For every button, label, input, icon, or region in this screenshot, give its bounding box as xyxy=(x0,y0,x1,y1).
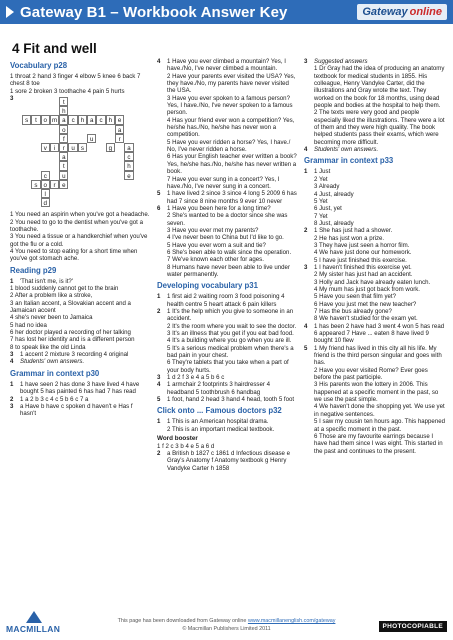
crossword-cell: r xyxy=(59,143,68,152)
crossword-cell xyxy=(31,134,40,143)
crossword-cell xyxy=(41,134,50,143)
crossword-cell xyxy=(134,115,143,124)
crossword-cell: o xyxy=(41,115,50,124)
crossword-cell xyxy=(50,134,59,143)
crossword-grid xyxy=(22,97,143,207)
answer-text: 'That isn't me, is it?' xyxy=(20,277,73,285)
footer-link[interactable]: www.macmillanenglish.com/gateway xyxy=(247,618,336,624)
photocopiable-badge: PHOTOCOPIABLE xyxy=(379,621,447,632)
crossword-cell xyxy=(96,143,105,152)
crossword-cell xyxy=(41,161,50,170)
list-item: 3 Have you ever spoken to a famous person? Yes, I have./No, I've never spoken to a famous person. xyxy=(167,94,293,117)
crossword-cell xyxy=(134,134,143,143)
crossword-cell: c xyxy=(68,115,77,124)
crossword-cell: a xyxy=(59,152,68,161)
crossword-cell xyxy=(78,171,87,180)
list-item: 2 You need to go to the dentist when you've got a toothache. xyxy=(10,218,143,233)
crossword-cell xyxy=(134,152,143,161)
list-item: 7 Has the bus already gone? xyxy=(314,308,392,315)
answer-list xyxy=(167,308,297,374)
crossword-cell xyxy=(68,161,77,170)
list-item: 8 Humans have never been able to live under water permanently. xyxy=(167,263,290,278)
list-item: 6 She's been able to walk since the operation. xyxy=(167,248,292,256)
list-item: 3 an Italian accent, a Slovakian accent and a Jamaican accent xyxy=(10,299,131,315)
crossword-cell xyxy=(50,161,59,170)
crossword-cell xyxy=(106,125,115,134)
list-item: 1 This is an American hospital drama. xyxy=(167,418,269,426)
crossword-cell: e xyxy=(124,171,133,180)
answer-text: 1 armchair 2 footprints 3 hairdresser 4 headband 5 toothbrush 6 handbag xyxy=(167,381,270,396)
crossword-cell: i xyxy=(50,143,59,152)
list-item: 3 His parents won the lottery in 2006. This happened at a specific moment in the past, so we use the past simple. xyxy=(314,381,439,404)
list-item: 3 Already xyxy=(314,183,340,191)
answer-text: 1 have seen 2 has done 3 have lived 4 have bought 5 has painted 6 has had 7 has read xyxy=(20,380,140,396)
crossword-cell xyxy=(115,143,124,152)
crossword-cell xyxy=(31,152,40,161)
crossword-cell xyxy=(134,143,143,152)
crossword-cell xyxy=(68,189,77,198)
list-item: 3 You need a tissue or a handkerchief when you've got the flu or a cold. xyxy=(10,233,148,248)
crossword-cell xyxy=(115,152,124,161)
list-item: 2 This is an important medical textbook. xyxy=(167,425,275,433)
logo-sub: online xyxy=(409,6,442,18)
list-item: 5 Have you ever ridden a horse? Yes, I have./ No, I've never ridden a horse. xyxy=(167,138,291,154)
crossword-cell xyxy=(87,171,96,180)
list-item: 8 to speak like the old Linda xyxy=(10,343,86,351)
crossword-cell xyxy=(134,97,143,106)
crossword-cell xyxy=(59,189,68,198)
list-item: 7 Yet xyxy=(314,212,328,220)
crossword-cell xyxy=(31,125,40,134)
crossword-cell xyxy=(87,198,96,207)
header-title: Gateway B1 – Workbook Answer Key xyxy=(20,3,288,21)
list-item: 4 It's a building where you go when you are ill. xyxy=(167,337,292,345)
answer-text: Suggested answers xyxy=(314,58,368,65)
crossword-cell xyxy=(96,125,105,134)
section-heading: Click onto ... Famous doctors p32 xyxy=(157,406,282,416)
answer-text: Students' own answers. xyxy=(20,358,85,366)
crossword-cell: a xyxy=(115,125,124,134)
answer-text: a Have b have c spoken d haven't e Has f hasn't xyxy=(20,402,133,418)
crossword-cell xyxy=(134,161,143,170)
crossword-cell: f xyxy=(59,134,68,143)
column-3 xyxy=(304,58,446,455)
list-item: 1 I haven't finished this exercise yet. xyxy=(314,263,412,271)
crossword-cell xyxy=(68,198,77,207)
crossword-cell: e xyxy=(115,115,124,124)
crossword-cell: c xyxy=(124,152,133,161)
crossword-cell xyxy=(31,97,40,106)
footer-line: This page has been downloaded from Gateway online xyxy=(117,618,247,624)
crossword-cell: h xyxy=(106,115,115,124)
list-item: 3 Have you ever met my parents? xyxy=(167,226,259,234)
list-item: 5 Have you ever worn a suit and tie? xyxy=(167,241,266,249)
crossword-cell: r xyxy=(115,134,124,143)
crossword-cell xyxy=(124,134,133,143)
crossword-cell xyxy=(115,198,124,207)
crossword-cell xyxy=(106,171,115,180)
crossword-cell xyxy=(96,198,105,207)
crossword-cell xyxy=(50,106,59,115)
list-item: 4 Just, already xyxy=(314,190,354,198)
answer-list xyxy=(314,65,446,146)
crossword-cell xyxy=(22,125,31,134)
crossword-cell xyxy=(87,97,96,106)
answer-line: 1 1 first aid 2 waiting room 3 food poisoning 4 health centre 5 heart attack 6 pain killers xyxy=(157,293,297,308)
crossword-cell xyxy=(124,115,133,124)
crossword-cell xyxy=(68,152,77,161)
crossword-cell xyxy=(68,125,77,134)
crossword-cell: t xyxy=(59,161,68,170)
answer-text: 1 a 2 b 3 c 4 c 5 b 6 c 7 a xyxy=(20,395,89,403)
answer-text: a British b 1827 c 1861 d Infectious disease e Gray's Anatomy f Anatomy textbook g Henry Vandyke Carter h 1858 xyxy=(167,449,290,472)
word-booster-heading: Word booster xyxy=(157,435,198,443)
list-item: 3 They have just seen a horror film. xyxy=(314,241,410,249)
crossword-cell xyxy=(22,134,31,143)
crossword-cell xyxy=(134,189,143,198)
answer-list xyxy=(314,345,446,455)
crossword-cell xyxy=(22,171,31,180)
list-item: 5 I saw my cousin ten hours ago. This happened at a specific moment in the past. xyxy=(314,418,445,433)
list-item: 4 I've never been to China but I'd like to go. xyxy=(167,234,284,242)
crossword-cell xyxy=(87,180,96,189)
crossword-cell xyxy=(115,189,124,198)
list-item: 4 she's never been to Jamaica xyxy=(10,314,93,322)
publisher-name: MACMILLAN xyxy=(6,624,61,634)
crossword-cell xyxy=(96,106,105,115)
crossword-cell: o xyxy=(59,125,68,134)
list-item: 6 Has your English teacher ever written a book? Yes, he/she has./No, he/she has never written a book. xyxy=(167,153,297,176)
answer-list xyxy=(314,227,446,264)
answer-list xyxy=(10,211,150,262)
crossword-cell xyxy=(50,171,59,180)
crossword-cell xyxy=(96,189,105,198)
crossword-cell xyxy=(68,134,77,143)
list-item: 1 Just xyxy=(314,168,331,176)
crossword-cell: h xyxy=(59,106,68,115)
answer-line: 4 1 Have you ever climbed a mountain? Yes, I have./No, I've never climbed a mountain. 2 Have your parents ever visited the USA? Yes, they have./No, my parents have never visited the USA. 3 Have you ever spoken to a famous person? Yes, I have./No, I've never spoken to a famous person. 4 Has your friend ever won a competition? Yes, he/she has./No, he/she has never won a competition. 5 Have you ever ridden a horse? Yes, I have./ No, I've never ridden a horse. 6 Has your English teacher ever written a book? Yes, he/she has./No, he/she has never written a book. 7 Have you ever sung in a concert? Yes, I have./No, I've never sung in a concert. xyxy=(157,58,297,190)
column-2 xyxy=(157,58,297,472)
list-item: 5 Yet xyxy=(314,197,328,205)
list-item: 1 It's the help which you give to someone in an accident. xyxy=(167,308,294,323)
crossword-cell xyxy=(115,106,124,115)
crossword-cell: c xyxy=(96,115,105,124)
crossword-cell xyxy=(59,198,68,207)
crossword-cell: s xyxy=(78,143,87,152)
answer-line: 2 1 She has just had a shower. 2 He has just won a prize. 3 They have just seen a horror film. 4 We have just done our homework. 5 I have just finished this exercise. xyxy=(304,227,446,264)
list-item: 2 Yet xyxy=(314,175,328,183)
crossword-cell xyxy=(124,97,133,106)
arrow-icon xyxy=(6,6,14,18)
crossword-cell: u xyxy=(59,171,68,180)
section-heading: Reading p29 xyxy=(10,265,57,275)
crossword-cell xyxy=(68,97,77,106)
list-item: 1 Dr Gray had the idea of producing an anatomy textbook for medical students in 1855. His colleague, Henry Vandyke Carter, did the illustrations and Gray wrote the text. They worked on the book for 18 months, using dead people and bodies at the hospital to help them. xyxy=(314,65,445,110)
crossword-cell xyxy=(78,106,87,115)
crossword-cell: h xyxy=(124,161,133,170)
crossword-cell xyxy=(22,198,31,207)
list-item: 1 Have you been here for a long time? xyxy=(167,204,271,212)
list-item: 2 Have you ever visited Rome? Ever goes before the past participle. xyxy=(314,366,428,382)
list-item: 2 She's wanted to be a doctor since she was seven. xyxy=(167,212,288,227)
crossword-cell: s xyxy=(22,115,31,124)
crossword-cell xyxy=(50,189,59,198)
crossword-cell xyxy=(134,125,143,134)
list-item: 2 My sister has just had an accident. xyxy=(314,271,413,279)
crossword-cell xyxy=(96,180,105,189)
crossword-cell: u xyxy=(87,134,96,143)
answer-line: 3 1 d 2 f 3 e 4 a 5 b 6 c xyxy=(157,374,297,381)
list-item: 2 Have your parents ever visited the USA? Yes, they have./No, my parents have never visited the USA. xyxy=(167,72,296,95)
crossword-cell xyxy=(115,97,124,106)
crossword-cell xyxy=(96,171,105,180)
list-item: 6 Those are my favourite earrings because I have had them since I was eight. This started in the past and continues to the present. xyxy=(314,432,443,455)
answer-text: Students' own answers. xyxy=(314,146,379,154)
list-item: 1 She has just had a shower. xyxy=(314,227,393,235)
crossword-cell xyxy=(124,189,133,198)
answer-line: 1 1 This is an American hospital drama. 2 This is an important medical textbook. xyxy=(157,418,297,433)
list-item: 4 Has your friend ever won a competition? Yes, he/she has./No, he/she has never won a competition. xyxy=(167,116,295,139)
list-item: 5 Have you seen that film yet? xyxy=(314,293,396,301)
crossword-cell xyxy=(78,189,87,198)
crossword-cell xyxy=(115,171,124,180)
crossword-cell xyxy=(106,198,115,207)
list-item: 6 Have you just met the new teacher? xyxy=(314,300,417,308)
crossword-cell xyxy=(31,198,40,207)
crossword-cell xyxy=(22,161,31,170)
answer-text: 1 first aid 2 waiting room 3 food poisoning 4 health centre 5 heart attack 6 pain killers xyxy=(167,293,285,308)
exercise-number: 3 xyxy=(10,95,14,103)
crossword-cell: u xyxy=(68,143,77,152)
crossword-cell xyxy=(124,125,133,134)
crossword-cell xyxy=(68,106,77,115)
crossword-cell: t xyxy=(59,97,68,106)
list-item: 4 You need to stop eating for a short time when you've got stomach ache. xyxy=(10,248,138,263)
crossword-cell xyxy=(78,198,87,207)
crossword-cell xyxy=(106,152,115,161)
crossword-cell xyxy=(134,171,143,180)
crossword-cell xyxy=(115,161,124,170)
section-heading: Grammar in context p30 xyxy=(10,368,100,378)
crossword-cell: o xyxy=(41,180,50,189)
crossword-cell xyxy=(87,152,96,161)
list-item: 2 After a problem like a stroke, xyxy=(10,292,93,300)
crossword-cell xyxy=(106,134,115,143)
answer-list xyxy=(167,418,297,433)
list-item: 1 You need an aspirin when you've got a headache. xyxy=(10,211,150,219)
crossword-cell xyxy=(22,152,31,161)
crossword-cell xyxy=(78,134,87,143)
list-item: 6 Just, yet xyxy=(314,205,342,213)
copyright: © Macmillan Publishers Limited 2011 xyxy=(182,626,271,632)
list-item: 2 It's the room where you wait to see the doctor. xyxy=(167,322,297,330)
crossword-cell xyxy=(96,161,105,170)
answer-block: 1 sore 2 broken 3 toothache 4 pain 5 hurts xyxy=(10,87,125,95)
answer-text: 1 foot, hand 2 head 3 hand 4 head, tooth 5 foot xyxy=(167,396,295,404)
list-item: 6 her doctor played a recording of her talking xyxy=(10,329,131,337)
crossword-cell xyxy=(22,143,31,152)
crossword-cell: t xyxy=(31,115,40,124)
answer-text: 1 have lived 2 since 3 since 4 long 5 2009 6 has had 7 since 8 nine months 9 ever 10 never xyxy=(167,190,297,205)
answer-list xyxy=(10,285,150,351)
crossword-cell xyxy=(124,198,133,207)
list-item: 1 Have you ever climbed a mountain? Yes, I have./No, I've never climbed a mountain. xyxy=(167,58,286,73)
answer-line: 6 1 Have you been here for a long time? 2 She's wanted to be a doctor since she was seven. 3 Have you ever met my parents? 4 I've never been to China but I'd like to go. 5 Have you ever worn a suit and tie? 6 She's been able to walk since the operation. 7 We've known each other for ages. 8 Humans have never been able to live under water permanently. xyxy=(157,205,297,278)
crossword-cell xyxy=(31,143,40,152)
crossword-cell xyxy=(124,180,133,189)
crossword-cell: v xyxy=(41,143,50,152)
list-item: 8 Just, already xyxy=(314,219,354,227)
logo-main: Gateway xyxy=(362,6,408,18)
crossword-cell xyxy=(41,125,50,134)
answer-line: 1 1 Just 2 Yet 3 Already 4 Just, already 5 Yet 6 Just, yet 7 Yet 8 Just, already xyxy=(304,168,446,227)
crossword-cell xyxy=(22,180,31,189)
answer-list xyxy=(167,58,297,190)
crossword-cell xyxy=(41,152,50,161)
crossword-cell xyxy=(124,106,133,115)
crossword-cell: m xyxy=(50,115,59,124)
section-heading: Grammar in context p33 xyxy=(304,156,394,166)
crossword-cell xyxy=(41,97,50,106)
answer-line: 3 a Have b have c spoken d haven't e Has f hasn't xyxy=(10,403,150,418)
crossword-cell xyxy=(106,161,115,170)
answer-line: 1 1 have seen 2 has done 3 have lived 4 have bought 5 has painted 6 has had 7 has read xyxy=(10,381,150,396)
crossword-cell xyxy=(106,189,115,198)
crossword-cell xyxy=(31,189,40,198)
answer-line: 4 Students' own answers. xyxy=(304,146,446,153)
answer-line: 3 1 accent 2 mixture 3 recording 4 original xyxy=(10,351,150,358)
answer-line: 5 1 have lived 2 since 3 since 4 long 5 2009 6 has had 7 since 8 nine months 9 ever 10 never xyxy=(157,190,297,205)
section-heading: Vocabulary p28 xyxy=(10,61,68,70)
crossword-cell xyxy=(87,125,96,134)
crossword-cell xyxy=(50,198,59,207)
answer-line: 5 1 foot, hand 2 head 3 hand 4 head, tooth 5 foot xyxy=(157,396,297,403)
answer-list xyxy=(314,168,446,227)
crossword-cell xyxy=(31,171,40,180)
crossword-cell xyxy=(22,106,31,115)
list-item: 2 He has just won a prize. xyxy=(314,234,385,242)
answer-text: 1 d 2 f 3 e 4 a 5 b 6 c xyxy=(167,374,225,382)
list-item: 5 I have just finished this exercise. xyxy=(314,256,407,264)
answer-line: 2 1 a 2 b 3 c 4 c 5 b 6 c 7 a xyxy=(10,396,150,403)
list-item: 4 We haven't done the shopping yet. We use yet in negative sentences. xyxy=(314,403,445,418)
crossword-cell xyxy=(68,171,77,180)
crossword-cell: e xyxy=(59,180,68,189)
answer-line: 4 1 has been 2 have had 3 went 4 won 5 has read 6 appeared 7 Have ... eaten 8 have lived 9 bought 10 flew xyxy=(304,322,445,345)
crossword-cell xyxy=(87,143,96,152)
crossword-cell xyxy=(50,97,59,106)
crossword-cell xyxy=(41,106,50,115)
crossword-cell xyxy=(106,97,115,106)
crossword-cell xyxy=(78,180,87,189)
crossword-cell: l xyxy=(41,189,50,198)
crossword-cell xyxy=(78,97,87,106)
answer-list xyxy=(314,264,446,323)
crossword-cell xyxy=(134,198,143,207)
answer-block: 1 throat 2 hand 3 finger 4 elbow 5 knee 6 back 7 chest 8 toe xyxy=(10,73,141,88)
answer-line: 3 Suggested answers 1 Dr Gray had the idea of producing an anatomy textbook for medical students in 1855. His colleague, Henry Vandyke Carter, did the illustrations and Gray wrote the text. They worked on the book for 18 months, using dead people and bodies at the hospital to help them. 2 The texts were very good and people especially liked the illustrations. There were a lot of them and they were high quality. The book helped students pass their exams, which were becoming more difficult. xyxy=(304,58,445,146)
list-item: 1 My friend has lived in this city all his life. My friend is the third person singular and goes with has. xyxy=(314,344,442,367)
answer-line: 5 1 My friend has lived in this city all his life. My friend is the third person singular and goes with has. 2 Have you ever visited Rome? Ever goes before the past participle. 3 His parents won the lottery in 2006. This happened at a specific moment in the past, so we use the past simple. 4 We haven't done the shopping yet. We use yet in negative sentences. 5 I saw my cousin ten hours ago. This happened at a specific moment in the past. 6 Those are my favourite earrings because I have had them since I was eight. This started in the past and continues to the present. xyxy=(304,344,445,455)
unit-title: 4 Fit and well xyxy=(12,41,97,56)
crossword-cell xyxy=(106,106,115,115)
list-item: 1 blood suddenly cannot get to the brain xyxy=(10,285,119,293)
crossword-cell xyxy=(50,125,59,134)
crossword-cell: a xyxy=(124,143,133,152)
answer-list xyxy=(167,205,297,278)
crossword-cell xyxy=(96,134,105,143)
crossword-cell: r xyxy=(50,180,59,189)
crossword-row xyxy=(10,95,150,211)
list-item: 6 They're tablets that you take when a part of your body hurts. xyxy=(167,359,289,374)
crossword-cell xyxy=(96,152,105,161)
crossword-cell xyxy=(87,161,96,170)
list-item: 8 We haven't studied for the exam yet. xyxy=(314,315,418,323)
crossword-cell xyxy=(78,152,87,161)
answer-line: 1 'That isn't me, is it?' xyxy=(10,278,150,285)
list-item: 3 It's an illness that you get if you eat bad food. xyxy=(167,330,294,338)
crossword-cell: s xyxy=(31,180,40,189)
crossword-cell xyxy=(134,180,143,189)
column-1 xyxy=(10,58,150,418)
list-item: 4 We have just done our homework. xyxy=(314,249,412,257)
crossword-cell xyxy=(31,106,40,115)
section-heading: Developing vocabulary p31 xyxy=(157,281,258,291)
list-item: 2 The texts were very good and people especially liked the illustrations. There were a lot of them and they were high quality. The book helped students pass their exams, which were becoming more difficult. xyxy=(314,109,445,146)
list-item: 4 My mum has just got back from work. xyxy=(314,285,420,293)
answer-line: 4 1 armchair 2 footprints 3 hairdresser 4 headband 5 toothbrush 6 handbag xyxy=(157,381,297,396)
answer-line: 3 1 I haven't finished this exercise yet. 2 My sister has just had an accident. 3 Holly and Jack have already eaten lunch. 4 My mum has just got back from work. 5 Have you seen that film yet? 6 Have you just met the new teacher? 7 Has the bus already gone? 8 We haven't studied for the exam yet. xyxy=(304,264,446,323)
crossword-cell: c xyxy=(41,171,50,180)
page-header xyxy=(0,0,453,24)
crossword-cell: g xyxy=(106,143,115,152)
answer-line: 2 a British b 1827 c 1861 d Infectious disease e Gray's Anatomy f Anatomy textbook g Henry Vandyke Carter h 1858 xyxy=(157,450,297,472)
gateway-logo xyxy=(357,4,447,20)
list-item: 3 Holly and Jack have already eaten lunch. xyxy=(314,278,431,286)
crossword-cell xyxy=(96,97,105,106)
crossword-cell xyxy=(87,106,96,115)
crossword-cell xyxy=(68,180,77,189)
crossword-cell xyxy=(50,152,59,161)
crossword-cell xyxy=(87,189,96,198)
list-item: 5 It's a serious medical problem when there's a bad pain in your chest. xyxy=(167,344,294,360)
crossword-cell xyxy=(78,161,87,170)
crossword-cell xyxy=(106,180,115,189)
answer-line: 2 1 It's the help which you give to someone in an accident. 2 It's the room where you wait to see the doctor. 3 It's an illness that you get if you eat bad food. 4 It's a building where you go when you are ill. 5 It's a serious medical problem when there's a bad pain in your chest. 6 They're tablets that you take when a part of your body hurts. xyxy=(157,308,297,374)
crossword-cell: h xyxy=(78,115,87,124)
answer-block: 1 f 2 c 3 b 4 e 5 a 6 d xyxy=(157,442,215,450)
crossword-cell xyxy=(115,180,124,189)
answer-line: 4 Students' own answers. xyxy=(10,358,150,365)
crossword-cell xyxy=(31,161,40,170)
list-item: 7 has lost her identity and is a different person xyxy=(10,336,135,344)
crossword-cell: d xyxy=(41,198,50,207)
crossword-cell xyxy=(22,189,31,198)
crossword-cell xyxy=(22,97,31,106)
list-item: 7 Have you ever sung in a concert? Yes, I have./No, I've never sung in a concert. xyxy=(167,175,280,190)
crossword-cell: a xyxy=(87,115,96,124)
answer-text: 1 accent 2 mixture 3 recording 4 original xyxy=(20,351,129,359)
list-item: 7 We've known each other for ages. xyxy=(167,256,264,264)
answer-text: 1 has been 2 have had 3 went 4 won 5 has read 6 appeared 7 Have ... eaten 8 have lived 9 bought 10 flew xyxy=(314,322,445,345)
crossword-cell xyxy=(78,125,87,134)
crossword-cell: a xyxy=(59,115,68,124)
crossword-cell xyxy=(134,106,143,115)
list-item: 5 had no idea xyxy=(10,321,47,329)
